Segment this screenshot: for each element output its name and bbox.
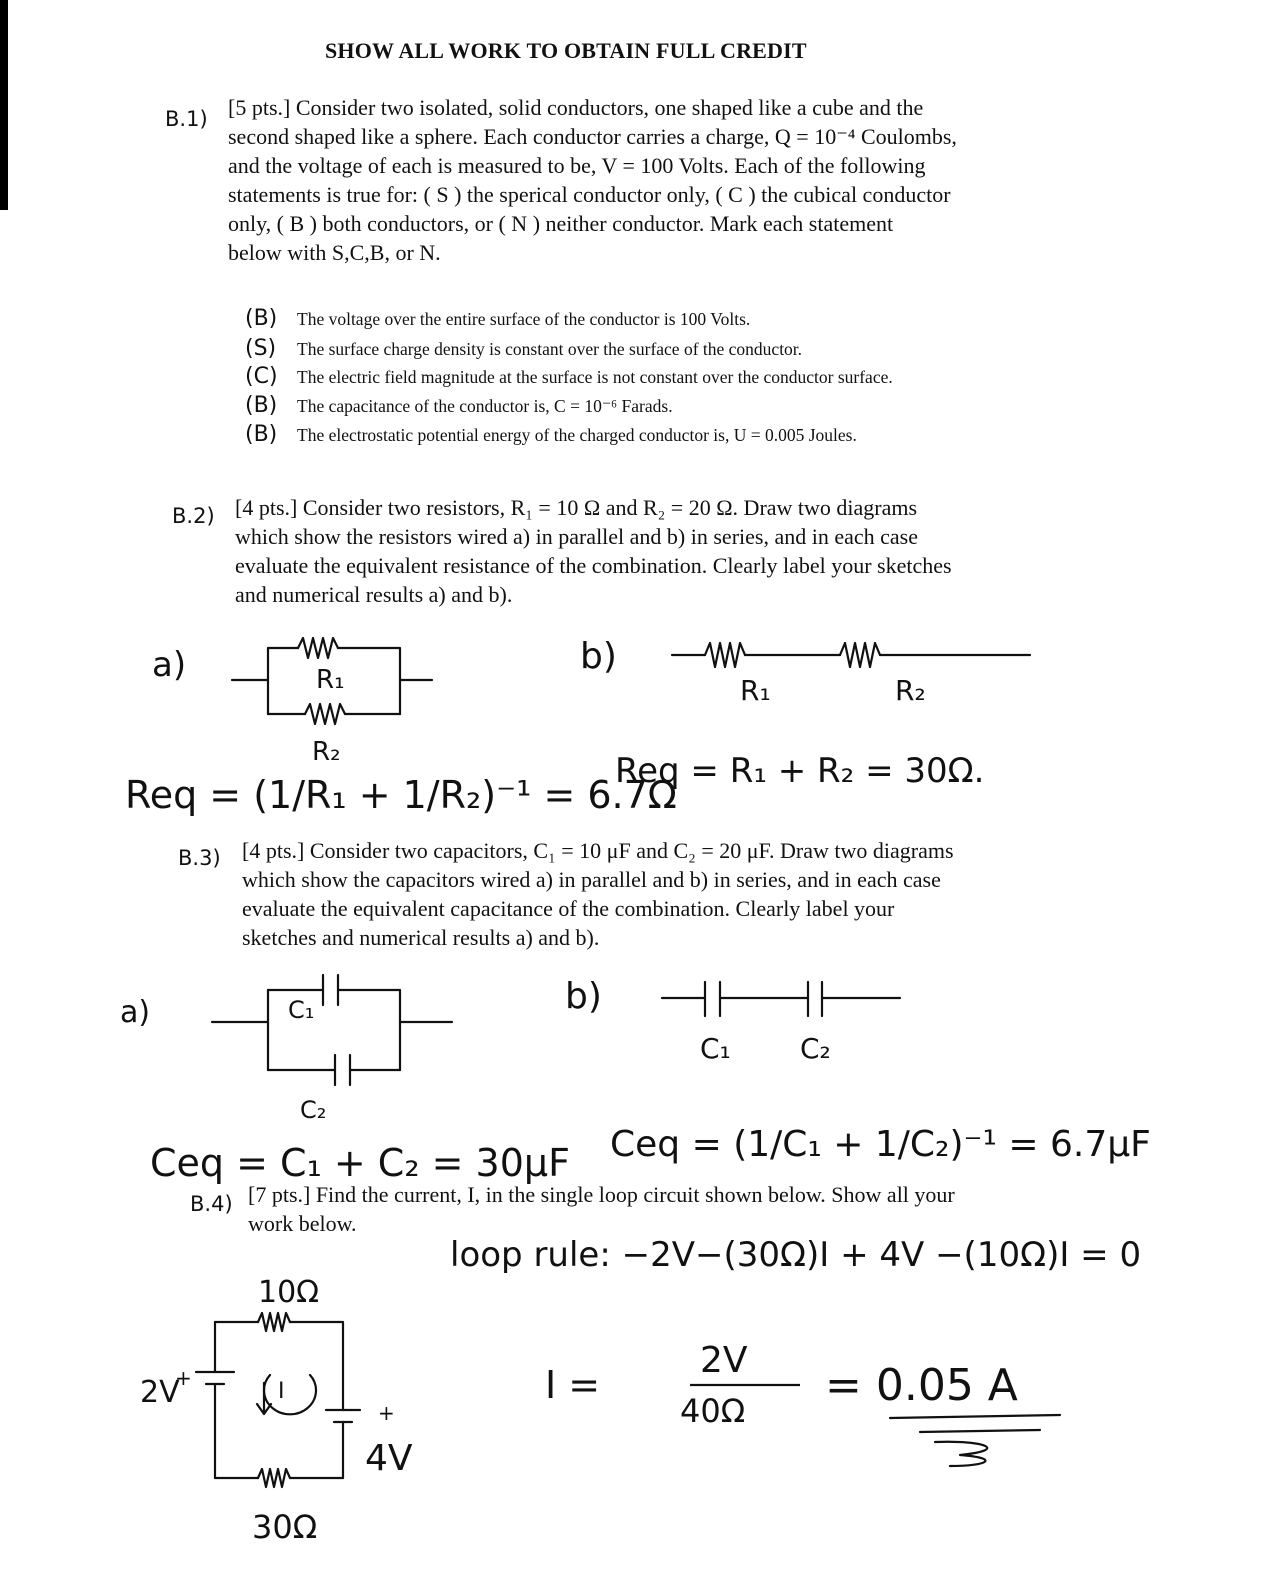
- r1-label: R₁: [740, 674, 771, 707]
- q1-label: B.1): [165, 107, 208, 131]
- q3-line: evaluate the equivalent capacitance of the combination. Clearly label your: [242, 896, 895, 921]
- series-resistor-diagram: [672, 643, 1030, 667]
- q2-label: B.2): [172, 504, 215, 528]
- c2-label: C₂: [800, 1032, 831, 1065]
- battery-4v-plates: [326, 1410, 360, 1422]
- statement-text: The electrostatic potential energy of the charged conductor is, U = 0.005 Joules.: [297, 425, 857, 445]
- capacitor-c2-plates: [335, 1055, 350, 1085]
- svg-text:+: +: [175, 1366, 192, 1390]
- statement-text: The electric field magnitude at the surface is not constant over the conductor surface.: [297, 367, 893, 387]
- capacitor-c1-plates: [705, 982, 720, 1016]
- statement-text: The voltage over the entire surface of the conductor is 100 Volts.: [297, 309, 751, 329]
- ceq-parallel: Ceq = C₁ + C₂ = 30μF: [150, 1141, 570, 1185]
- capacitor-c2-plates: [808, 982, 822, 1016]
- answer-mark: (S): [245, 336, 277, 361]
- capacitor-c1-plates: [323, 975, 338, 1005]
- q3-line: which show the capacitors wired a) in parallel and b) in series, and in each case: [242, 867, 941, 892]
- q3-part-a-label: a): [120, 995, 151, 1030]
- r1-label: R₁: [316, 665, 345, 695]
- q4-line: work below.: [248, 1211, 357, 1236]
- wire: [338, 990, 400, 1070]
- resistor-r2-zigzag: [305, 704, 345, 724]
- req-series: Req = R₁ + R₂ = 30Ω.: [615, 751, 985, 791]
- current-arrow: [257, 1383, 271, 1414]
- q3-label: B.3): [178, 846, 221, 870]
- current-denominator: 40Ω: [680, 1392, 746, 1430]
- r-top-label: 10Ω: [258, 1275, 320, 1310]
- wire: [290, 1322, 343, 1410]
- wire: [338, 648, 400, 714]
- answer-mark: (B): [245, 393, 278, 418]
- resistor-r2-zigzag: [840, 643, 880, 667]
- r2-label: R₂: [895, 674, 926, 707]
- svg-text:+: +: [378, 1401, 395, 1425]
- current-numerator: 2V: [700, 1340, 748, 1381]
- answer-mark: (B): [245, 422, 278, 447]
- q3-part-b-label: b): [565, 976, 602, 1017]
- c1-label: C₁: [700, 1032, 731, 1065]
- answer-underline: [890, 1415, 1060, 1432]
- answer-mark: (B): [245, 306, 278, 331]
- v-right-label: 4V: [365, 1438, 413, 1479]
- resistor-10-zigzag: [258, 1313, 290, 1331]
- answer-mark: (C): [245, 364, 278, 389]
- r-bottom-label: 30Ω: [252, 1508, 318, 1546]
- battery-2v-plates: [196, 1372, 234, 1384]
- v-left-label: 2V: [140, 1375, 180, 1410]
- req-parallel: Req = (1/R₁ + 1/R₂)⁻¹ = 6.7Ω: [125, 773, 677, 817]
- resistor-30-zigzag: [258, 1469, 290, 1487]
- resistor-r1-zigzag: [298, 638, 338, 658]
- q1-line: [5 pts.] Consider two isolated, solid conductors, one shaped like a cube and the: [228, 95, 924, 120]
- q1-line: only, ( B ) both conductors, or ( N ) neither conductor. Mark each statement: [228, 211, 894, 236]
- q2-line: which show the resistors wired a) in parallel and b) in series, and in each case: [235, 524, 918, 549]
- ceq-series: Ceq = (1/C₁ + 1/C₂)⁻¹ = 6.7μF: [610, 1124, 1151, 1165]
- q2-line: and numerical results a) and b).: [235, 582, 513, 607]
- c1-label: C₁: [288, 996, 315, 1024]
- q4-line: [7 pts.] Find the current, I, in the single loop circuit shown below. Show all your: [248, 1182, 955, 1207]
- page-title: SHOW ALL WORK TO OBTAIN FULL CREDIT: [325, 38, 807, 63]
- c2-label: C₂: [300, 1096, 327, 1124]
- q3-line: [4 pts.] Consider two capacitors, C₁ = 10 μF and C₂ = 20 μF. Draw two diagrams: [242, 838, 954, 863]
- resistor-r1-zigzag: [705, 643, 745, 667]
- q2-line: evaluate the equivalent resistance of the combination. Clearly label your sketches: [235, 553, 952, 578]
- current-lhs: I =: [545, 1363, 601, 1407]
- q1-line: below with S,C,B, or N.: [228, 240, 441, 265]
- q1-line: statements is true for: ( S ) the sperical conductor only, ( C ) the cubical conductor: [228, 182, 951, 207]
- q2-line: [4 pts.] Consider two resistors, R₁ = 10 Ω and R₂ = 20 Ω. Draw two diagrams: [235, 495, 918, 520]
- current-result: = 0.05 A: [825, 1360, 1018, 1411]
- q1-line: and the voltage of each is measured to be, V = 100 Volts. Each of the following: [228, 153, 926, 178]
- answer-squiggle: [935, 1442, 987, 1466]
- series-capacitor-diagram: [662, 982, 900, 1016]
- current-circle: [264, 1375, 316, 1414]
- r2-label: R₂: [312, 737, 341, 767]
- current-label: I: [278, 1379, 285, 1404]
- statement-text: The surface charge density is constant over the surface of the conductor.: [297, 339, 803, 359]
- q2-part-a-label: a): [152, 645, 187, 685]
- loop-rule-equation: loop rule: −2V−(30Ω)I + 4V −(10Ω)I = 0: [450, 1235, 1142, 1275]
- q2-part-b-label: b): [580, 636, 617, 677]
- parallel-capacitor-diagram: [212, 975, 452, 1085]
- statement-text: The capacitance of the conductor is, C = 10⁻⁶ Farads.: [297, 396, 673, 416]
- q1-line: second shaped like a sphere. Each conductor carries a charge, Q = 10⁻⁴ Coulombs,: [228, 124, 957, 149]
- q4-label: B.4): [190, 1192, 233, 1216]
- q3-line: sketches and numerical results a) and b).: [242, 925, 600, 950]
